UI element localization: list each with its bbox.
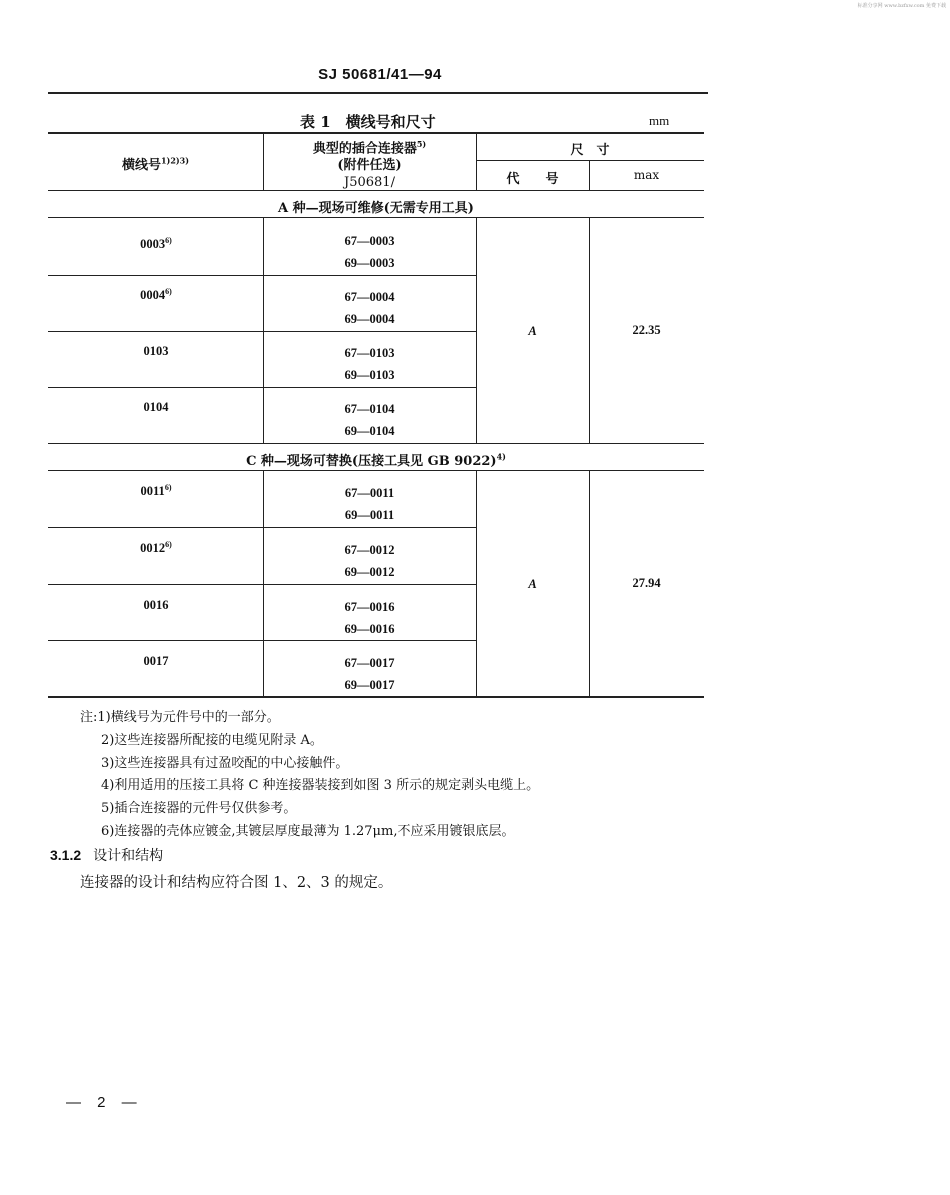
table-row: 0011$^{6)}$ [140, 483, 172, 499]
table-row: 0004$^{6)}$ [140, 287, 172, 303]
header-size: 尺 寸 [570, 143, 610, 158]
document-code: SJ 50681/41—94 [318, 66, 442, 83]
header-code: 代 号 [506, 172, 559, 187]
connector-cell: 67—0104 69—0104 [344, 402, 395, 438]
connector-cell: 67—0004 69—0004 [344, 290, 395, 326]
connector-cell: 67—0103 69—0103 [344, 346, 395, 382]
corner-watermark: 标准分享网 www.bzfxw.com 免费下载 [857, 3, 946, 9]
note-line: 注:1)横线号为元件号中的一部分。 [80, 710, 280, 725]
section-heading: 3.1.2 设计和结构 [50, 847, 164, 864]
table-row: 0003$^{6)}$ [140, 236, 172, 252]
section-a-max: 22.35 [632, 323, 661, 337]
table-unit: mm [649, 113, 670, 128]
connector-cell: 67—0011 69—0011 [344, 486, 395, 522]
note-line: 5)插合连接器的元件号仅供参考。 [101, 801, 297, 816]
header-connector: 典型的插合连接器$^{5)}$ (附件任选) J50681/ [312, 139, 427, 191]
table-row: 0012$^{6)}$ [140, 540, 172, 556]
note-line: 2)这些连接器所配接的电缆见附录 A。 [101, 733, 323, 748]
note-line: 3)这些连接器具有过盈咬配的中心接触件。 [101, 756, 349, 771]
table-title: 表 1 横线号和尺寸 [300, 113, 436, 131]
table-row: 0104 [143, 400, 169, 415]
note-line: 4)利用适用的压接工具将 C 种连接器装接到如图 3 所示的规定剥头电缆上。 [101, 778, 540, 793]
connector-cell: 67—0012 69—0012 [344, 543, 395, 579]
section-a-code: A [528, 324, 537, 338]
connector-cell: 67—0016 69—0016 [344, 600, 395, 636]
table-row: 0103 [143, 344, 169, 359]
note-line: 6)连接器的壳体应镀金,其镀层厚度最薄为 1.27μm,不应采用镀银底层。 [101, 824, 515, 839]
table-row: 0017 [143, 654, 169, 669]
connector-cell: 67—0003 69—0003 [344, 234, 395, 270]
header-dash-number: 横线号$^{1)2)3)}$ [121, 155, 190, 173]
body-paragraph: 连接器的设计和结构应符合图 1、2、3 的规定。 [80, 875, 393, 891]
connector-cell: 67—0017 69—0017 [344, 656, 395, 692]
header-max: max [633, 168, 660, 182]
section-c-max: 27.94 [632, 576, 661, 590]
section-c-code: A [528, 577, 537, 591]
page-number: — 2 — [66, 1094, 143, 1111]
section-a-title: A 种—现场可维修(无需专用工具) [278, 201, 474, 216]
table-row: 0016 [143, 598, 169, 613]
section-c-title: C 种—现场可替换(压接工具见 GB 9022)$^{4)}$ [246, 451, 506, 469]
